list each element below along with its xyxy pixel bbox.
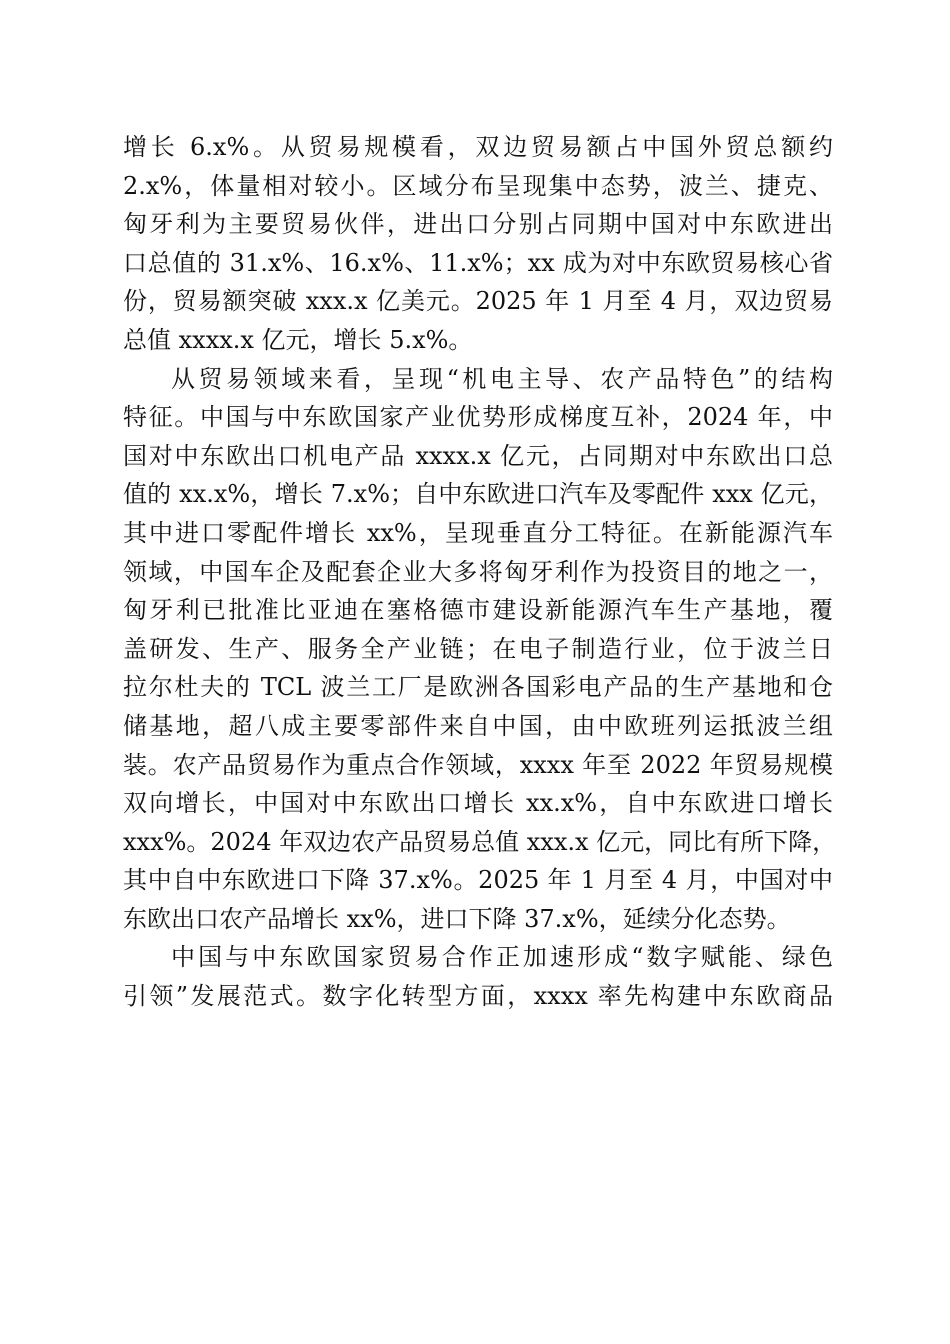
paragraph-2-line-7: 匈牙利已批准比亚迪在塞格德市建设新能源汽车生产基地，覆: [123, 596, 833, 625]
paragraph-2-line-11: 装。农产品贸易作为重点合作领域，xxxx 年至 2022 年贸易规模: [123, 750, 833, 779]
paragraph-3-line-2: 引领”发展范式。数字化转型方面，xxxx 率先构建中东欧商品: [123, 982, 833, 1011]
paragraph-2-line-8: 盖研发、生产、服务全产业链；在电子制造行业，位于波兰日: [123, 634, 833, 663]
paragraph-2-line-6: 领域，中国车企及配套企业大多将匈牙利作为投资目的地之一，: [123, 557, 833, 586]
body-text: [123, 128, 837, 1016]
paragraph-2-line-9: 拉尔杜夫的 TCL 波兰工厂是欧洲各国彩电产品的生产基地和仓: [123, 673, 833, 702]
paragraph-2-line-5: 其中进口零配件增长 xx%，呈现垂直分工特征。在新能源汽车: [123, 518, 833, 547]
paragraph-2-line-4: 值的 xx.x%，增长 7.x%；自中东欧进口汽车及零配件 xxx 亿元，: [123, 480, 833, 509]
paragraph-2-line-14: 其中自中东欧进口下降 37.x%。2025 年 1 月至 4 月，中国对中: [123, 866, 833, 895]
paragraph-2-line-2: 特征。中国与中东欧国家产业优势形成梯度互补，2024 年，中: [123, 403, 833, 432]
paragraph-3-line-1: 中国与中东欧国家贸易合作正加速形成“数字赋能、绿色: [171, 943, 833, 972]
paragraph-1-line-2: 2.x%，体量相对较小。区域分布呈现集中态势，波兰、捷克、: [123, 171, 833, 200]
paragraph-2-line-10: 储基地，超八成主要零部件来自中国，由中欧班列运抵波兰组: [123, 711, 833, 740]
paragraph-1-line-1: 增长 6.x%。从贸易规模看，双边贸易额占中国外贸总额约: [123, 133, 833, 161]
paragraph-1-line-3: 匈牙利为主要贸易伙伴，进出口分别占同期中国对中东欧进出: [123, 210, 833, 239]
paragraph-2-line-1: 从贸易领域来看，呈现“机电主导、农产品特色”的结构: [171, 364, 833, 393]
paragraph-2-line-3: 国对中东欧出口机电产品 xxxx.x 亿元，占同期对中东欧出口总: [123, 441, 833, 470]
paragraph-1-line-5: 份，贸易额突破 xxx.x 亿美元。2025 年 1 月至 4 月，双边贸易: [123, 287, 833, 316]
paragraph-2-line-12: 双向增长，中国对中东欧出口增长 xx.x%，自中东欧进口增长: [123, 789, 833, 818]
paragraph-1-line-6: 总值 xxxx.x 亿元，增长 5.x%。: [123, 325, 473, 354]
paragraph-2-line-13: xxx%。2024 年双边农产品贸易总值 xxx.x 亿元，同比有所下降，: [123, 827, 837, 856]
paragraph-1-line-4: 口总值的 31.x%、16.x%、11.x%；xx 成为对中东欧贸易核心省: [123, 248, 833, 277]
paragraph-2-line-15: 东欧出口农产品增长 xx%，进口下降 37.x%，延续分化态势。: [123, 904, 791, 933]
